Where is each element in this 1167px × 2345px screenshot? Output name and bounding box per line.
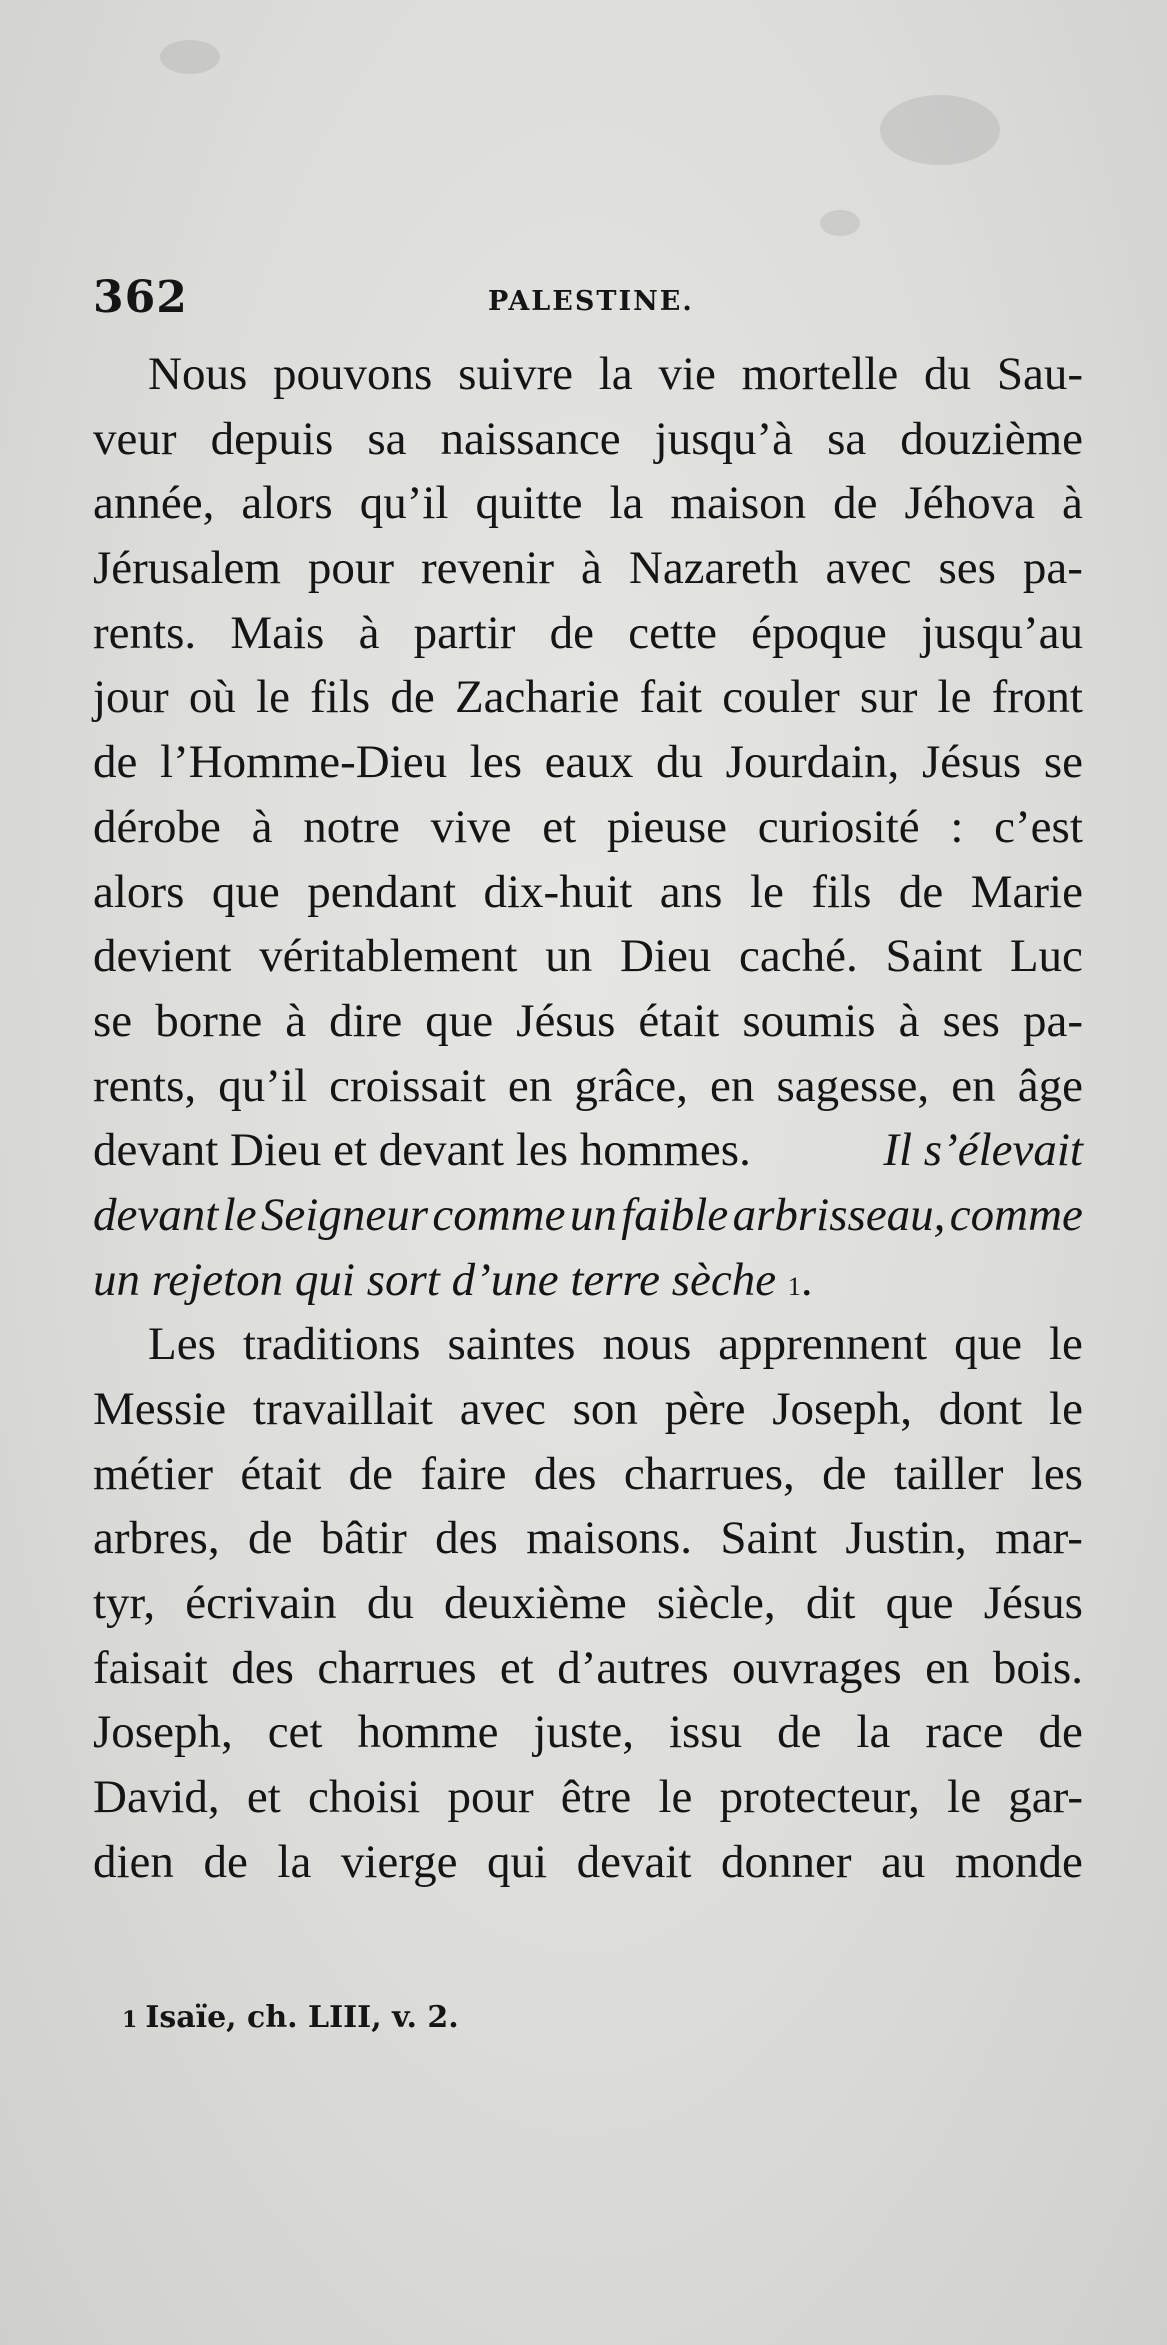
page-header (93, 272, 1083, 332)
page-number: 362 (93, 272, 188, 323)
text-line: Messie travaillait avec son père Joseph, dont le (93, 1383, 1083, 1435)
text-line-punctuation: . (800, 1253, 813, 1306)
text-line: Nous pouvons suivre la vie mortelle du Sau- (148, 348, 1083, 400)
paper-stain (820, 210, 860, 236)
text-line-italic: Il s’élevait (883, 1124, 1083, 1177)
text-line: Jérusalem pour revenir à Nazareth avec ses pa- (93, 542, 1083, 595)
body-text (93, 342, 1083, 1895)
text-line (93, 1118, 1083, 1183)
text-line: faisait des charrues et d’autres ouvrages en bois. (93, 1641, 1083, 1694)
text-line: dien de la vierge qui devait donner au monde (93, 1835, 1083, 1888)
text-line: rents, qu’il croissait en grâce, en sagesse, en âge (93, 1059, 1083, 1112)
paper-stain (880, 95, 1000, 165)
text-line-roman: devant Dieu et devant les hommes. (93, 1124, 751, 1177)
text-line: rents. Mais à partir de cette époque jusqu’au (93, 606, 1083, 659)
running-title: PALESTINE. (488, 286, 694, 317)
paragraph-1 (93, 342, 1083, 1312)
text-line: se borne à dire que Jésus était soumis à ses pa- (93, 994, 1083, 1047)
text-line: tyr, écrivain du deuxième siècle, dit que Jésus (93, 1577, 1083, 1630)
text-line: Les traditions saintes nous apprennent que le (148, 1318, 1083, 1371)
footnote-number: 1 (122, 2007, 138, 2033)
paper-stain (160, 40, 220, 74)
text-line: jour où le fils de Zacharie fait couler sur le front (93, 671, 1083, 724)
footnote-text: Isaïe, ch. LIII, v. 2. (145, 2000, 459, 2035)
text-line-italic: un rejeton qui sort d’une terre sèche (93, 1253, 777, 1306)
text-line: de l’Homme-Dieu les eaux du Jourdain, Jésus se (93, 736, 1083, 789)
text-line: Joseph, cet homme juste, issu de la race de (93, 1706, 1083, 1759)
footnote (122, 2000, 459, 2035)
text-line: alors que pendant dix-huit ans le fils de Marie (93, 865, 1083, 918)
text-line: année, alors qu’il quitte la maison de Jéhova à (93, 477, 1083, 530)
text-line: un rejeton qui sort d’une terre sèche 1 . (93, 1248, 1083, 1313)
text-line: métier était de faire des charrues, de tailler les (93, 1447, 1083, 1500)
text-line: dérobe à notre vive et pieuse curiosité : c’est (93, 800, 1083, 853)
text-line: David, et choisi pour être le protecteur, le gar- (93, 1771, 1083, 1824)
text-line: arbres, de bâtir des maisons. Saint Justin, mar- (93, 1512, 1083, 1565)
text-line: veur depuis sa naissance jusqu’à sa douzième (93, 412, 1083, 465)
text-line: devant le Seigneur comme un faible arbrisseau, comme (93, 1188, 1083, 1241)
text-line: devient véritablement un Dieu caché. Saint Luc (93, 930, 1083, 983)
paragraph-2 (93, 1312, 1083, 1894)
